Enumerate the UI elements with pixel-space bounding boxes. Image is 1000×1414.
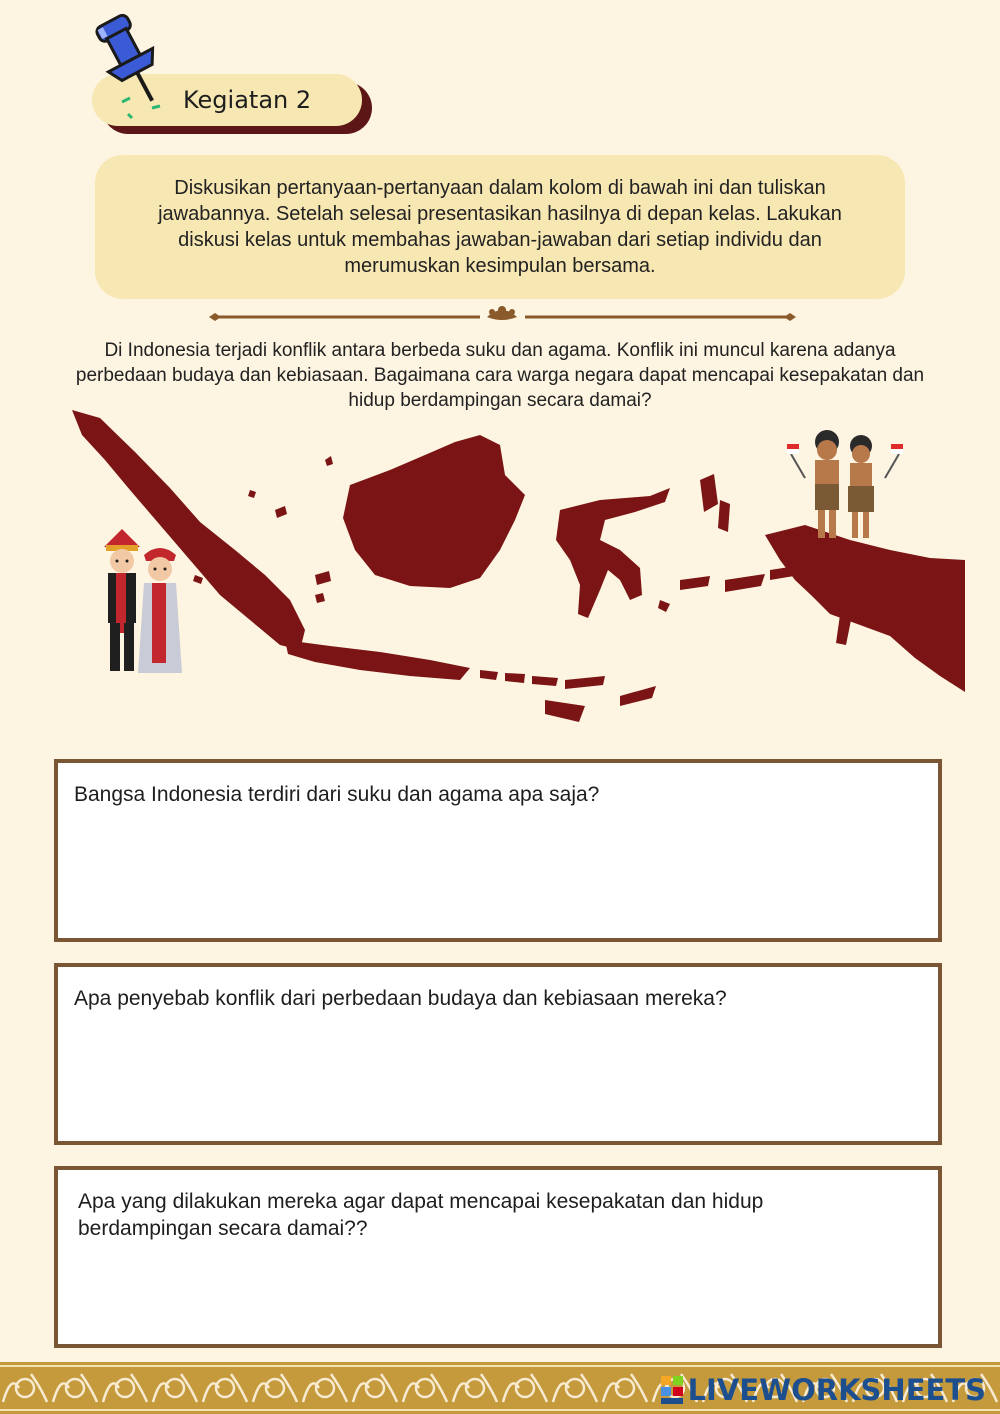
answer-input-2[interactable]	[72, 1027, 924, 1129]
liveworksheets-logo	[660, 1373, 986, 1407]
answer-input-1[interactable]	[72, 823, 924, 926]
question-1-text: Bangsa Indonesia terdiri dari suku dan agama apa saja?	[74, 783, 600, 806]
question-box-1	[54, 759, 942, 942]
question-box-3	[54, 1166, 942, 1348]
map-papua	[765, 525, 965, 692]
map-java	[285, 640, 470, 680]
answer-input-3[interactable]	[72, 1246, 924, 1332]
batak-couple-illustration	[92, 525, 184, 680]
liveworksheets-brand: LIVEWORKSHEETS	[687, 1373, 986, 1407]
map-sulawesi	[556, 488, 670, 618]
activity-title: Kegiatan 2	[183, 86, 312, 114]
scenario-text: Di Indonesia terjadi konflik antara berbeda suku dan agama. Konflik ini muncul karena adanya perbedaan budaya dan kebiasaan. Bagaimana cara warga negara dapat mencapai kesepakatan dan hidup berdampingan secara damai?	[75, 340, 925, 411]
ornament-divider	[205, 305, 800, 329]
papuan-couple-illustration	[785, 428, 905, 543]
instructions-box	[95, 155, 905, 299]
map-kalimantan	[343, 435, 525, 588]
question-3-text: Apa yang dilakukan mereka agar dapat mencapai kesepakatan dan hidup berdampingan secara damai??	[78, 1190, 764, 1240]
question-2-text: Apa penyebab konflik dari perbedaan budaya dan kebiasaan mereka?	[74, 987, 727, 1010]
push-pin-icon	[92, 10, 172, 120]
liveworksheets-icon	[660, 1375, 684, 1405]
instructions-text: Diskusikan pertanyaan-pertanyaan dalam kolom di bawah ini dan tuliskan jawabannya. Setelah selesai presentasikan hasilnya di depan kelas. Lakukan diskusi kelas untuk membahas jawaban-jawaban dari setiap individu dan merumuskan kesimpulan bersama.	[158, 177, 842, 277]
question-box-2	[54, 963, 942, 1145]
